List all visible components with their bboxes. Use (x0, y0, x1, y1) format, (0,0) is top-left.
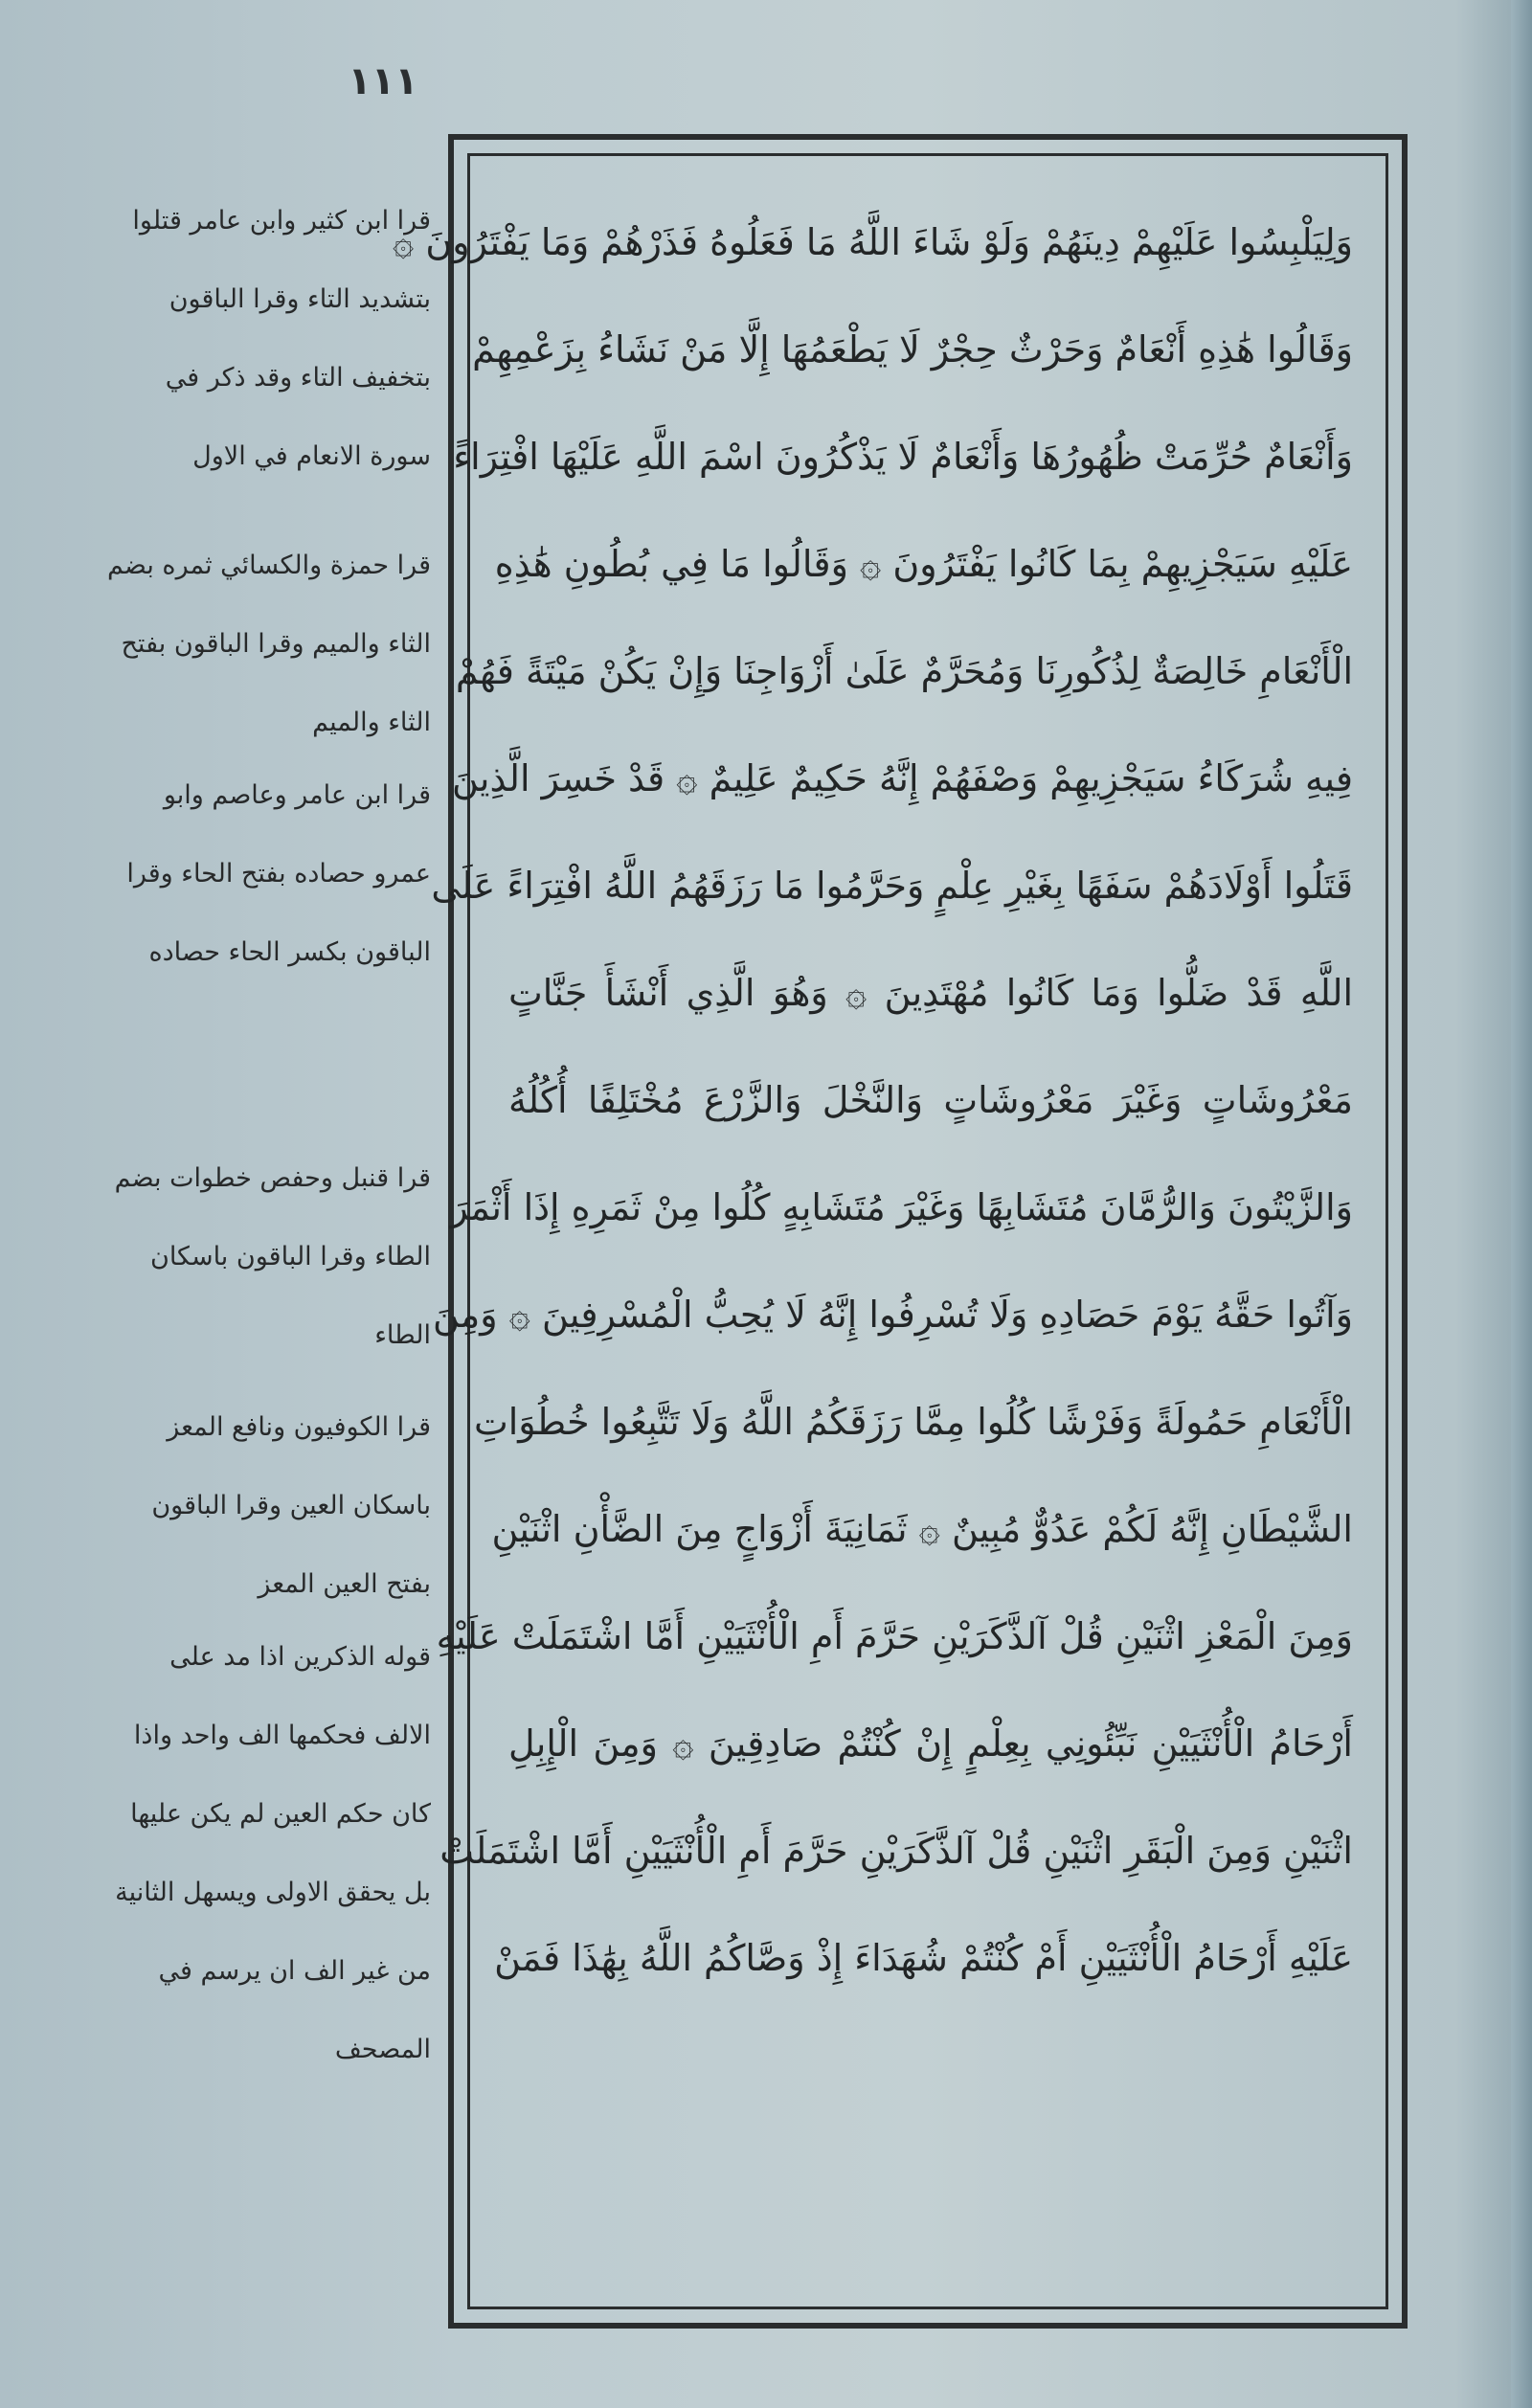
text-line: عَلَيْهِ سَيَجْزِيهِمْ بِمَا كَانُوا يَفْتَرُونَ ۞ وَقَالُوا مَا فِي بُطُونِ هَٰذِهِ (494, 543, 1353, 585)
note-line: قرا ابن كثير وابن عامر قتلوا (132, 206, 431, 236)
note-line: الالف فحكمها الف واحد واذا (133, 1721, 431, 1750)
note-line: قوله الذكرين اذا مد على (169, 1642, 431, 1672)
text-line: أَرْحَامُ الْأُنْثَيَيْنِ نَبِّئُونِي بِعِلْمٍ إِنْ كُنْتُمْ صَادِقِينَ ۞ وَمِنَ الْإِبِلِ (508, 1722, 1353, 1765)
note-line: من غير الف ان يرسم في (158, 1956, 431, 1986)
text-line: فِيهِ شُرَكَاءُ سَيَجْزِيهِمْ وَصْفَهُمْ إِنَّهُ حَكِيمٌ عَلِيمٌ ۞ قَدْ خَسِرَ الَّذِينَ (451, 757, 1353, 799)
note-line: عمرو حصاده بفتح الحاء وقرا (126, 859, 431, 889)
note-line: الباقون بكسر الحاء حصاده (148, 937, 431, 967)
note-line: الثاء والميم (312, 708, 431, 737)
text-line: وَمِنَ الْمَعْزِ اثْنَيْنِ قُلْ آلذَّكَرَيْنِ حَرَّمَ أَمِ الْأُنْثَيَيْنِ أَمَّا اشْتَمَلَتْ عَلَيْهِ (436, 1615, 1353, 1657)
text-line: وَأَنْعَامٌ حُرِّمَتْ ظُهُورُهَا وَأَنْعَامٌ لَا يَذْكُرُونَ اسْمَ اللَّهِ عَلَيْهَا افْتِرَاءً (453, 436, 1353, 478)
page-edge-shadow (1511, 0, 1532, 2408)
note-line: قرا قنبل وحفص خطوات بضم (114, 1163, 431, 1193)
text-line: الْأَنْعَامِ خَالِصَةٌ لِذُكُورِنَا وَمُحَرَّمٌ عَلَىٰ أَزْوَاجِنَا وَإِنْ يَكُنْ مَيْتَةً فَهُمْ (455, 650, 1353, 692)
note-line: بتشديد التاء وقرا الباقون (169, 284, 431, 314)
text-line: مَعْرُوشَاتٍ وَغَيْرَ مَعْرُوشَاتٍ وَالنَّخْلَ وَالزَّرْعَ مُخْتَلِفًا أُكُلُهُ (508, 1079, 1353, 1121)
note-line: قرا الكوفيون ونافع المعز (167, 1412, 431, 1442)
note-line: باسكان العين وقرا الباقون (151, 1491, 431, 1520)
text-line: وَآتُوا حَقَّهُ يَوْمَ حَصَادِهِ وَلَا تُسْرِفُوا إِنَّهُ لَا يُحِبُّ الْمُسْرِفِينَ ۞ وَمِنَ (432, 1294, 1353, 1336)
note-line: بفتح العين المعز (258, 1569, 431, 1599)
margin-note (105, 527, 431, 762)
note-line: الطاء (374, 1320, 431, 1350)
text-line: عَلَيْهِ أَرْحَامُ الْأُنْثَيَيْنِ أَمْ كُنْتُمْ شُهَدَاءَ إِذْ وَصَّاكُمُ اللَّهُ بِهَٰذَا فَمَنْ (494, 1937, 1353, 1979)
margin-note (105, 1388, 431, 1624)
note-line: بل يحقق الاولى ويسهل الثانية (115, 1878, 431, 1907)
text-line: الشَّيْطَانِ إِنَّهُ لَكُمْ عَدُوٌّ مُبِينٌ ۞ ثَمَانِيَةَ أَزْوَاجٍ مِنَ الضَّأْنِ اثْنَيْنِ (491, 1508, 1353, 1550)
margin-note (105, 182, 431, 496)
text-line: وَلِيَلْبِسُوا عَلَيْهِمْ دِينَهُمْ وَلَوْ شَاءَ اللَّهُ مَا فَعَلُوهُ فَذَرْهُمْ وَمَا يَفْتَرُونَ ۞ (392, 221, 1353, 263)
margin-note (105, 1139, 431, 1375)
text-line: اثْنَيْنِ وَمِنَ الْبَقَرِ اثْنَيْنِ قُلْ آلذَّكَرَيْنِ حَرَّمَ أَمِ الْأُنْثَيَيْنِ أَمَّا اشْتَمَلَتْ (439, 1830, 1353, 1872)
note-line: بتخفيف التاء وقد ذكر في (165, 363, 431, 393)
text-line: وَالزَّيْتُونَ وَالرُّمَّانَ مُتَشَابِهًا وَغَيْرَ مُتَشَابِهٍ كُلُوا مِنْ ثَمَرِهِ إِذَا أَثْمَرَ (450, 1186, 1353, 1228)
note-line: المصحف (334, 2035, 431, 2064)
text-line: الْأَنْعَامِ حَمُولَةً وَفَرْشًا كُلُوا مِمَّا رَزَقَكُمُ اللَّهُ وَلَا تَتَّبِعُوا خُطُوَاتِ (473, 1401, 1353, 1443)
margin-notes (105, 182, 431, 2365)
note-line: سورة الانعام في الاول (192, 441, 431, 471)
text-line: وَقَالُوا هَٰذِهِ أَنْعَامٌ وَحَرْثٌ حِجْرٌ لَا يَطْعَمُهَا إِلَّا مَنْ نَشَاءُ بِزَعْمِهِمْ (472, 328, 1353, 371)
margin-note (105, 1618, 431, 2089)
note-line: كان حكم العين لم يكن عليها (130, 1799, 431, 1829)
page-number: ١١١ (348, 59, 418, 103)
note-line: الثاء والميم وقرا الباقون بفتح (121, 629, 431, 659)
text-line: اللَّهِ قَدْ ضَلُّوا وَمَا كَانُوا مُهْتَدِينَ ۞ وَهُوَ الَّذِي أَنْشَأَ جَنَّاتٍ (508, 972, 1353, 1014)
text-line: قَتَلُوا أَوْلَادَهُمْ سَفَهًا بِغَيْرِ عِلْمٍ وَحَرَّمُوا مَا رَزَقَهُمُ اللَّهُ افْتِرَاءً عَلَى (431, 865, 1353, 907)
note-line: قرا ابن عامر وعاصم وابو (163, 780, 431, 810)
note-line: قرا حمزة والكسائي ثمره بضم (106, 551, 431, 580)
note-line: الطاء وقرا الباقون باسكان (149, 1242, 431, 1272)
margin-note (105, 756, 431, 992)
